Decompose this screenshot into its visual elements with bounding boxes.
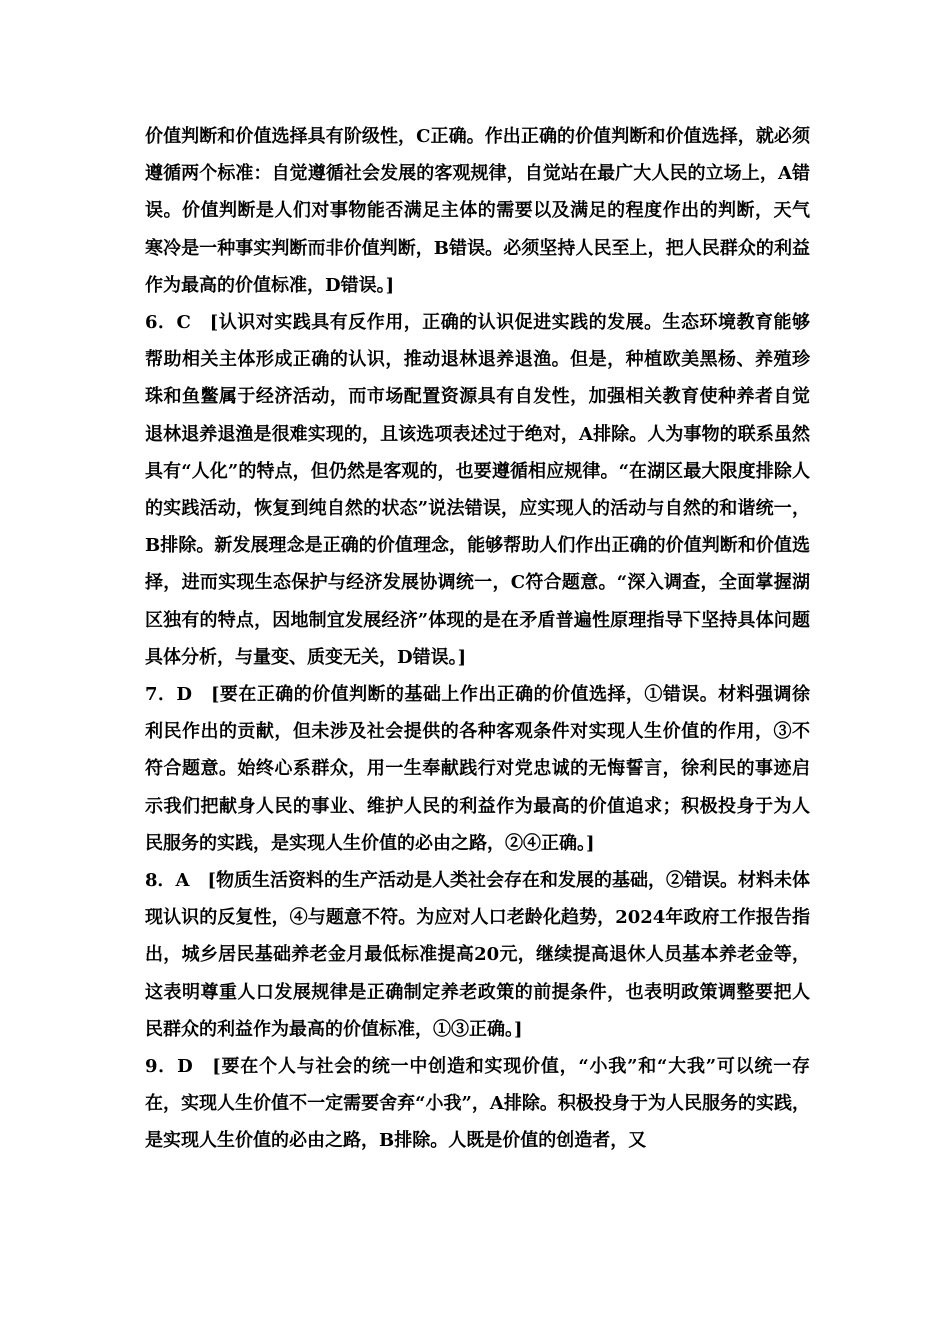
document-body — [145, 118, 810, 1160]
answer-paragraph-q7: 7．D [要在正确的价值判断的基础上作出正确的价值选择，①错误。材料强调徐利民作出的贡献，但未涉及社会提供的各种客观条件对实现人生价值的作用，③不符合题意。始终心系群众，用一生奉献践行对党忠诚的无悔誓言，徐利民的事迹启示我们把献身人民的事业、维护人民的利益作为最高的价值追求；积极投身于为人民服务的实践，是实现人生价值的必由之路，②④正确。] — [145, 684, 810, 854]
answer-paragraph-q9: 9．D [要在个人与社会的统一中创造和实现价值，“小我”和“大我”可以统一存在，实现人生价值不一定需要舍弃“小我”，A排除。积极投身于为人民服务的实践，是实现人生价值的必由之路，B排除。人既是价值的创造者，又 — [145, 1056, 810, 1152]
answer-paragraph-q8: 8．A [物质生活资料的生产活动是人类社会存在和发展的基础，②错误。材料未体现认识的反复性，④与题意不符。为应对人口老龄化趋势，2024年政府工作报告指出，城乡居民基础养老金月最低标准提高20元，继续提高退休人员基本养老金等，这表明尊重人口发展规律是正确制定养老政策的前提条件，也表明政策调整要把人民群众的利益作为最高的价值标准，①③正确。] — [145, 870, 811, 1040]
answer-paragraph-q6: 6．C [认识对实践具有反作用，正确的认识促进实践的发展。生态环境教育能够帮助相关主体形成正确的认识，推动退林退养退渔。但是，种植欧美黑杨、养殖珍珠和鱼鳖属于经济活动，而市场配置资源具有自发性，加强相关教育使种养者自觉退林退养退渔是很难实现的，且该选项表述过于绝对，A排除。人为事物的联系虽然具有“人化”的特点，但仍然是客观的，也要遵循相应规律。“在湖区最大限度排除人的实践活动，恢复到纯自然的状态”说法错误，应实现人的活动与自然的和谐统一，B排除。新发展理念是正确的价值理念，能够帮助人们作出正确的价值判断和价值选择，进而实现生态保护与经济发展协调统一，C符合题意。“深入调查，全面掌握湖区独有的特点，因地制宜发展经济”体现的是在矛盾普遍性原理指导下坚持具体问题具体分析，与量变、质变无关，D错误。] — [145, 312, 810, 668]
answer-paragraph-continuation: 价值判断和价值选择具有阶级性，C正确。作出正确的价值判断和价值选择，就必须遵循两个标准：自觉遵循社会发展的客观规律，自觉站在最广大人民的立场上，A错误。价值判断是人们对事物能否满足主体的需要以及满足的程度作出的判断，天气寒冷是一种事实判断而非价值判断，B错误。必须坚持人民至上，把人民群众的利益作为最高的价值标准，D错误。] — [145, 126, 810, 296]
